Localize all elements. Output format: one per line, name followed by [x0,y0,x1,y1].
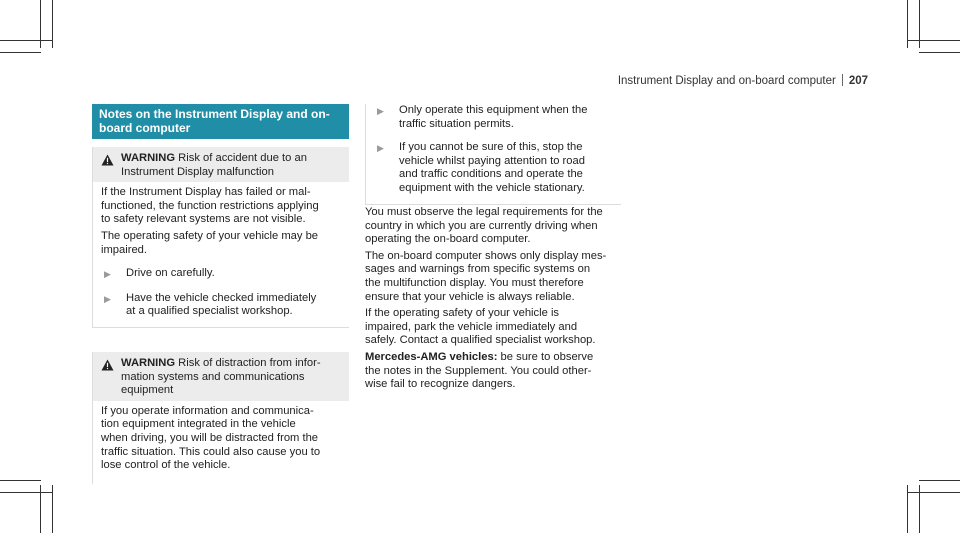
paragraph-amg [365,351,621,392]
list-item-text: Only operate this equipment when the traffic situation permits. [399,104,588,130]
warning-headline: Risk of distraction from infor- [175,356,321,369]
list-item-text: Have the vehicle checked immediately at a qualified specialist workshop. [126,291,317,318]
running-header [618,74,868,87]
warning-label: WARNING [121,152,176,164]
warning-paragraph: The operating safety of your vehicle may be impaired. [101,229,319,256]
crop-mark [0,492,53,493]
arrow-right-icon: ▶ [377,106,384,116]
crop-mark [0,40,53,41]
warning-headline: Risk of accident due to an [175,152,307,164]
crop-mark [919,480,960,481]
list-item-text: Drive on carefully. [126,267,215,280]
section-title [92,104,349,139]
left-column [92,104,349,484]
warning-triangle-icon [101,152,121,179]
list-item-text: If you cannot be sure of this, stop the vehicle whilst paying attention to road and traffic conditions and operate the equipment with the vehicle stationary. [399,141,585,194]
warning-paragraph: If you operate information and communica- tion equipment integrated in the vehicle when driving, you will be distracted from the traffic situation. This could also cause you to lose control of the vehicle. [101,404,321,472]
warning-header-text [121,152,341,179]
crop-mark [919,52,960,53]
section-title-line2: board computer [99,121,191,135]
arrow-right-icon: ▶ [104,269,111,280]
warning-triangle-icon [101,357,121,398]
crop-mark [907,492,960,493]
header-divider [842,74,843,86]
list-item [101,267,341,282]
paragraph: If the operating safety of your vehicle is impaired, park the vehicle immediately and safely. Contact a qualified specialist workshop. [365,307,596,347]
amg-text: be sure to observe the notes in the Supplement. You could other- wise fail to recognize dangers. [365,350,594,391]
warning-headline-cont: mation systems and communications equipment [121,370,305,397]
paragraph: The on-board computer shows only display mes- sages and warnings from specific systems on the multifunction display. You must therefore ensure that your vehicle is always reliable. [365,249,607,303]
section-title-line1: Notes on the Instrument Display and on- [99,107,330,121]
warning-box-distraction [92,352,349,484]
crop-mark [0,52,41,53]
arrow-right-icon: ▶ [104,293,111,304]
warning-headline-cont: Instrument Display malfunction [121,165,274,178]
warning-label: WARNING [121,356,176,369]
warning-body [93,401,349,484]
running-title: Instrument Display and on-board computer [617,75,836,87]
paragraph: You must observe the legal requirements for the country in which you are currently driving when operating the on-board computer. [365,206,603,246]
list-item [101,292,341,319]
list-item [374,141,613,195]
warning-header [93,352,349,401]
warning-body [93,182,349,327]
amg-label: Mercedes-AMG vehicles: [365,350,498,363]
right-column-warning-continued [365,104,621,205]
warning-box-continued [365,104,621,205]
body-text [365,206,621,395]
warning-header [93,147,349,182]
warning-header-text [121,357,341,398]
arrow-right-icon: ▶ [377,143,384,154]
warning-box-malfunction [92,147,349,328]
list-item [374,104,613,131]
crop-mark [907,40,960,41]
crop-mark [0,480,41,481]
warning-paragraph: If the Instrument Display has failed or mal- functioned, the function restrictions applying to safety relevant systems are not visible. [101,186,319,226]
page-number: 207 [848,75,868,87]
